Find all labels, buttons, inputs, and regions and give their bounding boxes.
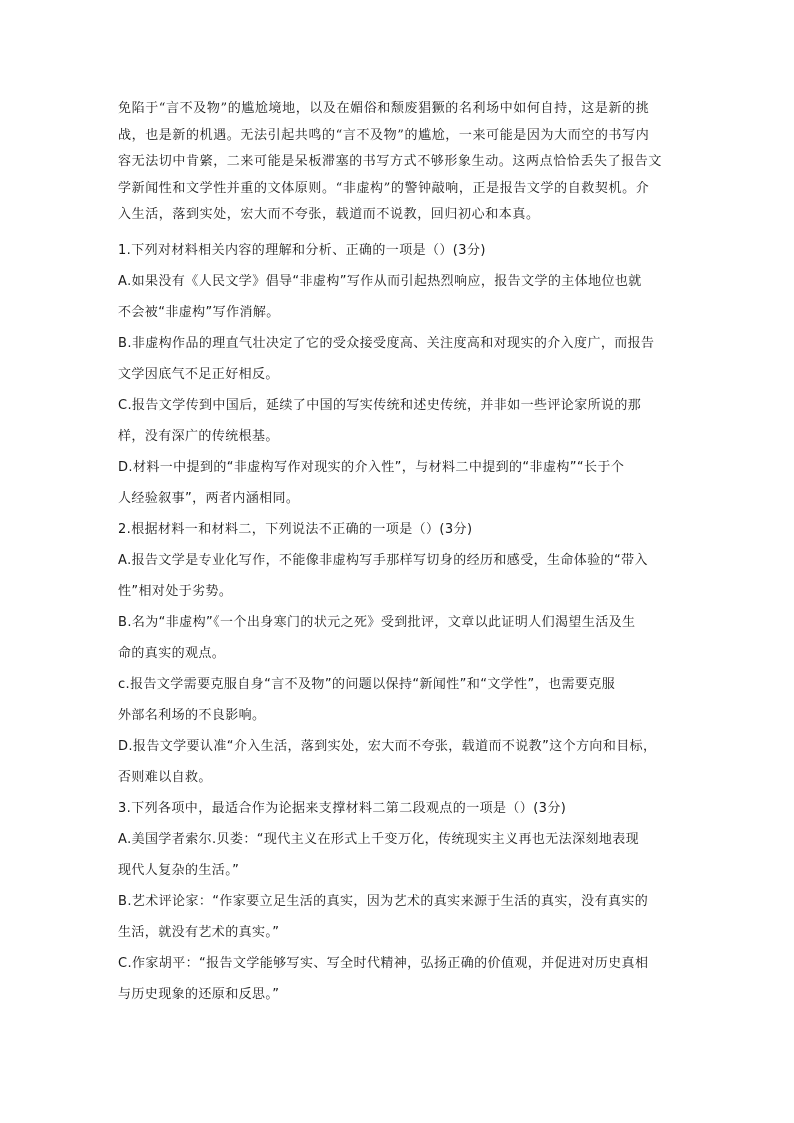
document-page <box>118 96 678 1010</box>
option-b-line-2: 生活，就没有艺术的真实。” <box>118 924 280 940</box>
option-b-line-1: B.名为“非虚构”《一个出身寒门的状元之死》受到批评，文章以此证明人们渴望生活及生 <box>118 614 636 630</box>
option-a-line-2: 性”相对处于劣势。 <box>118 583 233 599</box>
passage-line: 入生活，落到实处，宏大而不夸张，载道而不说教，回归初心和本真。 <box>118 207 540 222</box>
passage-line: 免陷于“言不及物”的尴尬境地，以及在媚俗和颓废猖獗的名利场中如何自持，这是新的挑 <box>118 101 650 116</box>
option-a-line-1: A.如果没有《人民文学》倡导“非虚构”写作从而引起热烈响应，报告文学的主体地位也就 <box>118 273 642 289</box>
option-a-line-1: A.报告文学是专业化写作，不能像非虚构写手那样写切身的经历和感受，生命体验的“带入 <box>118 552 648 568</box>
option-c-line-1: C.作家胡平：“报告文学能够写实、写全时代精神，弘扬正确的价值观，并促进对历史真相 <box>118 955 649 971</box>
question-stem: 1.下列对材料相关内容的理解和分析、正确的一项是（）(3分) <box>118 242 486 258</box>
option-d-line-1: D.材料一中提到的“非虚构写作对现实的介入性”，与材料二中提到的“非虚构”“长于个 <box>118 459 625 475</box>
option-d-line-2: 人经验叙事”，两者内涵相同。 <box>118 490 300 506</box>
passage-excerpt <box>118 96 678 229</box>
question-stem: 3.下列各项中，最适合作为论据来支撑材料二第二段观点的一项是（）(3分) <box>118 800 567 816</box>
option-b-line-1: B.艺术评论家：“作家要立足生活的真实，因为艺术的真实来源于生活的真实，没有真实的 <box>118 893 649 909</box>
option-c-line-2: 外部名利场的不良影响。 <box>118 707 266 723</box>
question-2 <box>118 514 678 793</box>
option-a-line-1: A.美国学者索尔.贝娄：“现代主义在形式上千变万化，传统现实主义再也无法深刻地表现 <box>118 831 640 847</box>
option-b-line-1: B.非虚构作品的理直气壮决定了它的受众接受度高、关注度高和对现实的介入度广，而报告 <box>118 335 655 351</box>
option-c-line-2: 与历史现象的还原和反思。” <box>118 986 280 1002</box>
option-a-line-2: 不会被“非虚构”写作消解。 <box>118 304 280 320</box>
option-b-line-2: 文学因底气不足正好相反。 <box>118 366 279 382</box>
option-c-line-2: 样，没有深广的传统根基。 <box>118 428 279 444</box>
passage-line: 战，也是新的机遇。无法引起共鸣的“言不及物”的尴尬，一来可能是因为大而空的书写内 <box>118 127 650 143</box>
passage-line: 学新闻性和文学性并重的文体原则。“非虚构”的警钟敲响，正是报告文学的自救契机。介 <box>118 180 650 196</box>
option-c-line-1: c.报告文学需要克服自身“言不及物”的问题以保持“新闻性”和“文学性”，也需要克服 <box>118 676 616 692</box>
option-c-line-1: C.报告文学传到中国后，延续了中国的写实传统和述史传统，并非如一些评论家所说的那 <box>118 397 642 413</box>
option-b-line-2: 命的真实的观点。 <box>118 645 226 661</box>
question-1 <box>118 235 678 514</box>
passage-line: 容无法切中肯綮，二来可能是呆板滞塞的书写方式不够形象生动。这两点恰恰丢失了报告文 <box>118 154 663 169</box>
option-d-line-1: D.报告文学要认准“介入生活，落到实处，宏大而不夸张，载道而不说教”这个方向和目标， <box>118 738 657 754</box>
question-stem: 2.根据材料一和材料二，下列说法不正确的一项是（）(3分) <box>118 521 473 537</box>
option-d-line-2: 否则难以自救。 <box>118 769 212 785</box>
option-a-line-2: 现代人复杂的生活。” <box>118 862 240 878</box>
question-3 <box>118 793 678 1010</box>
